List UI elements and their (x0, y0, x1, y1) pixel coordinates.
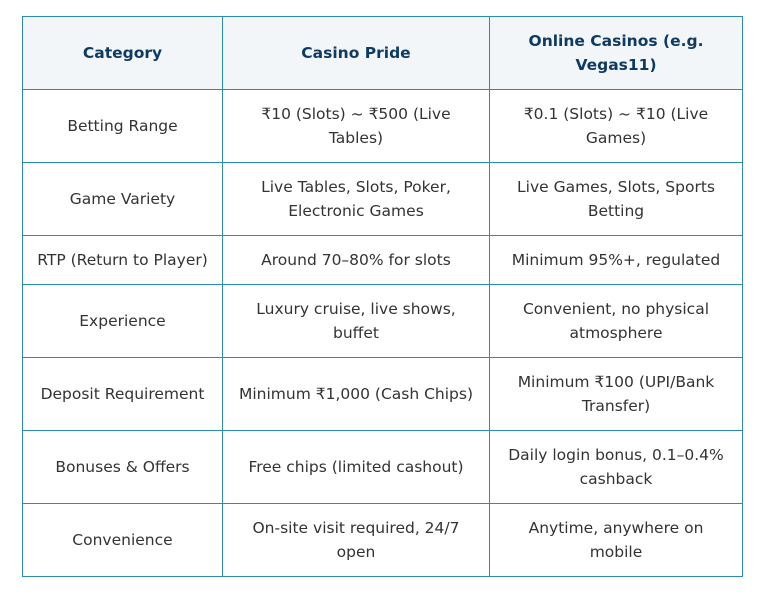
row-label: Bonuses & Offers (23, 431, 223, 504)
table-row (23, 90, 743, 163)
table-row (23, 285, 743, 358)
casino-pride-cell: Luxury cruise, live shows, buffet (223, 285, 490, 358)
row-label: Betting Range (23, 90, 223, 163)
casino-pride-cell: Minimum ₹1,000 (Cash Chips) (223, 358, 490, 431)
table-row (23, 358, 743, 431)
online-casinos-cell: Anytime, anywhere on mobile (490, 504, 743, 577)
table-row (23, 236, 743, 285)
comparison-table (22, 16, 743, 577)
online-casinos-cell: ₹0.1 (Slots) ~ ₹10 (Live Games) (490, 90, 743, 163)
casino-pride-cell: On-site visit required, 24/7 open (223, 504, 490, 577)
online-casinos-cell: Daily login bonus, 0.1–0.4% cashback (490, 431, 743, 504)
table-row (23, 163, 743, 236)
column-header-casino-pride: Casino Pride (223, 17, 490, 90)
column-header-category: Category (23, 17, 223, 90)
row-label: RTP (Return to Player) (23, 236, 223, 285)
online-casinos-cell: Convenient, no physical atmosphere (490, 285, 743, 358)
casino-pride-cell: Free chips (limited cashout) (223, 431, 490, 504)
online-casinos-cell: Minimum ₹100 (UPI/Bank Transfer) (490, 358, 743, 431)
table-row (23, 431, 743, 504)
row-label: Convenience (23, 504, 223, 577)
table-row (23, 504, 743, 577)
casino-pride-cell: Live Tables, Slots, Poker, Electronic Games (223, 163, 490, 236)
casino-pride-cell: ₹10 (Slots) ~ ₹500 (Live Tables) (223, 90, 490, 163)
row-label: Experience (23, 285, 223, 358)
table-header-row (23, 17, 743, 90)
online-casinos-cell: Minimum 95%+, regulated (490, 236, 743, 285)
online-casinos-cell: Live Games, Slots, Sports Betting (490, 163, 743, 236)
row-label: Deposit Requirement (23, 358, 223, 431)
row-label: Game Variety (23, 163, 223, 236)
casino-pride-cell: Around 70–80% for slots (223, 236, 490, 285)
column-header-online-casinos: Online Casinos (e.g. Vegas11) (490, 17, 743, 90)
